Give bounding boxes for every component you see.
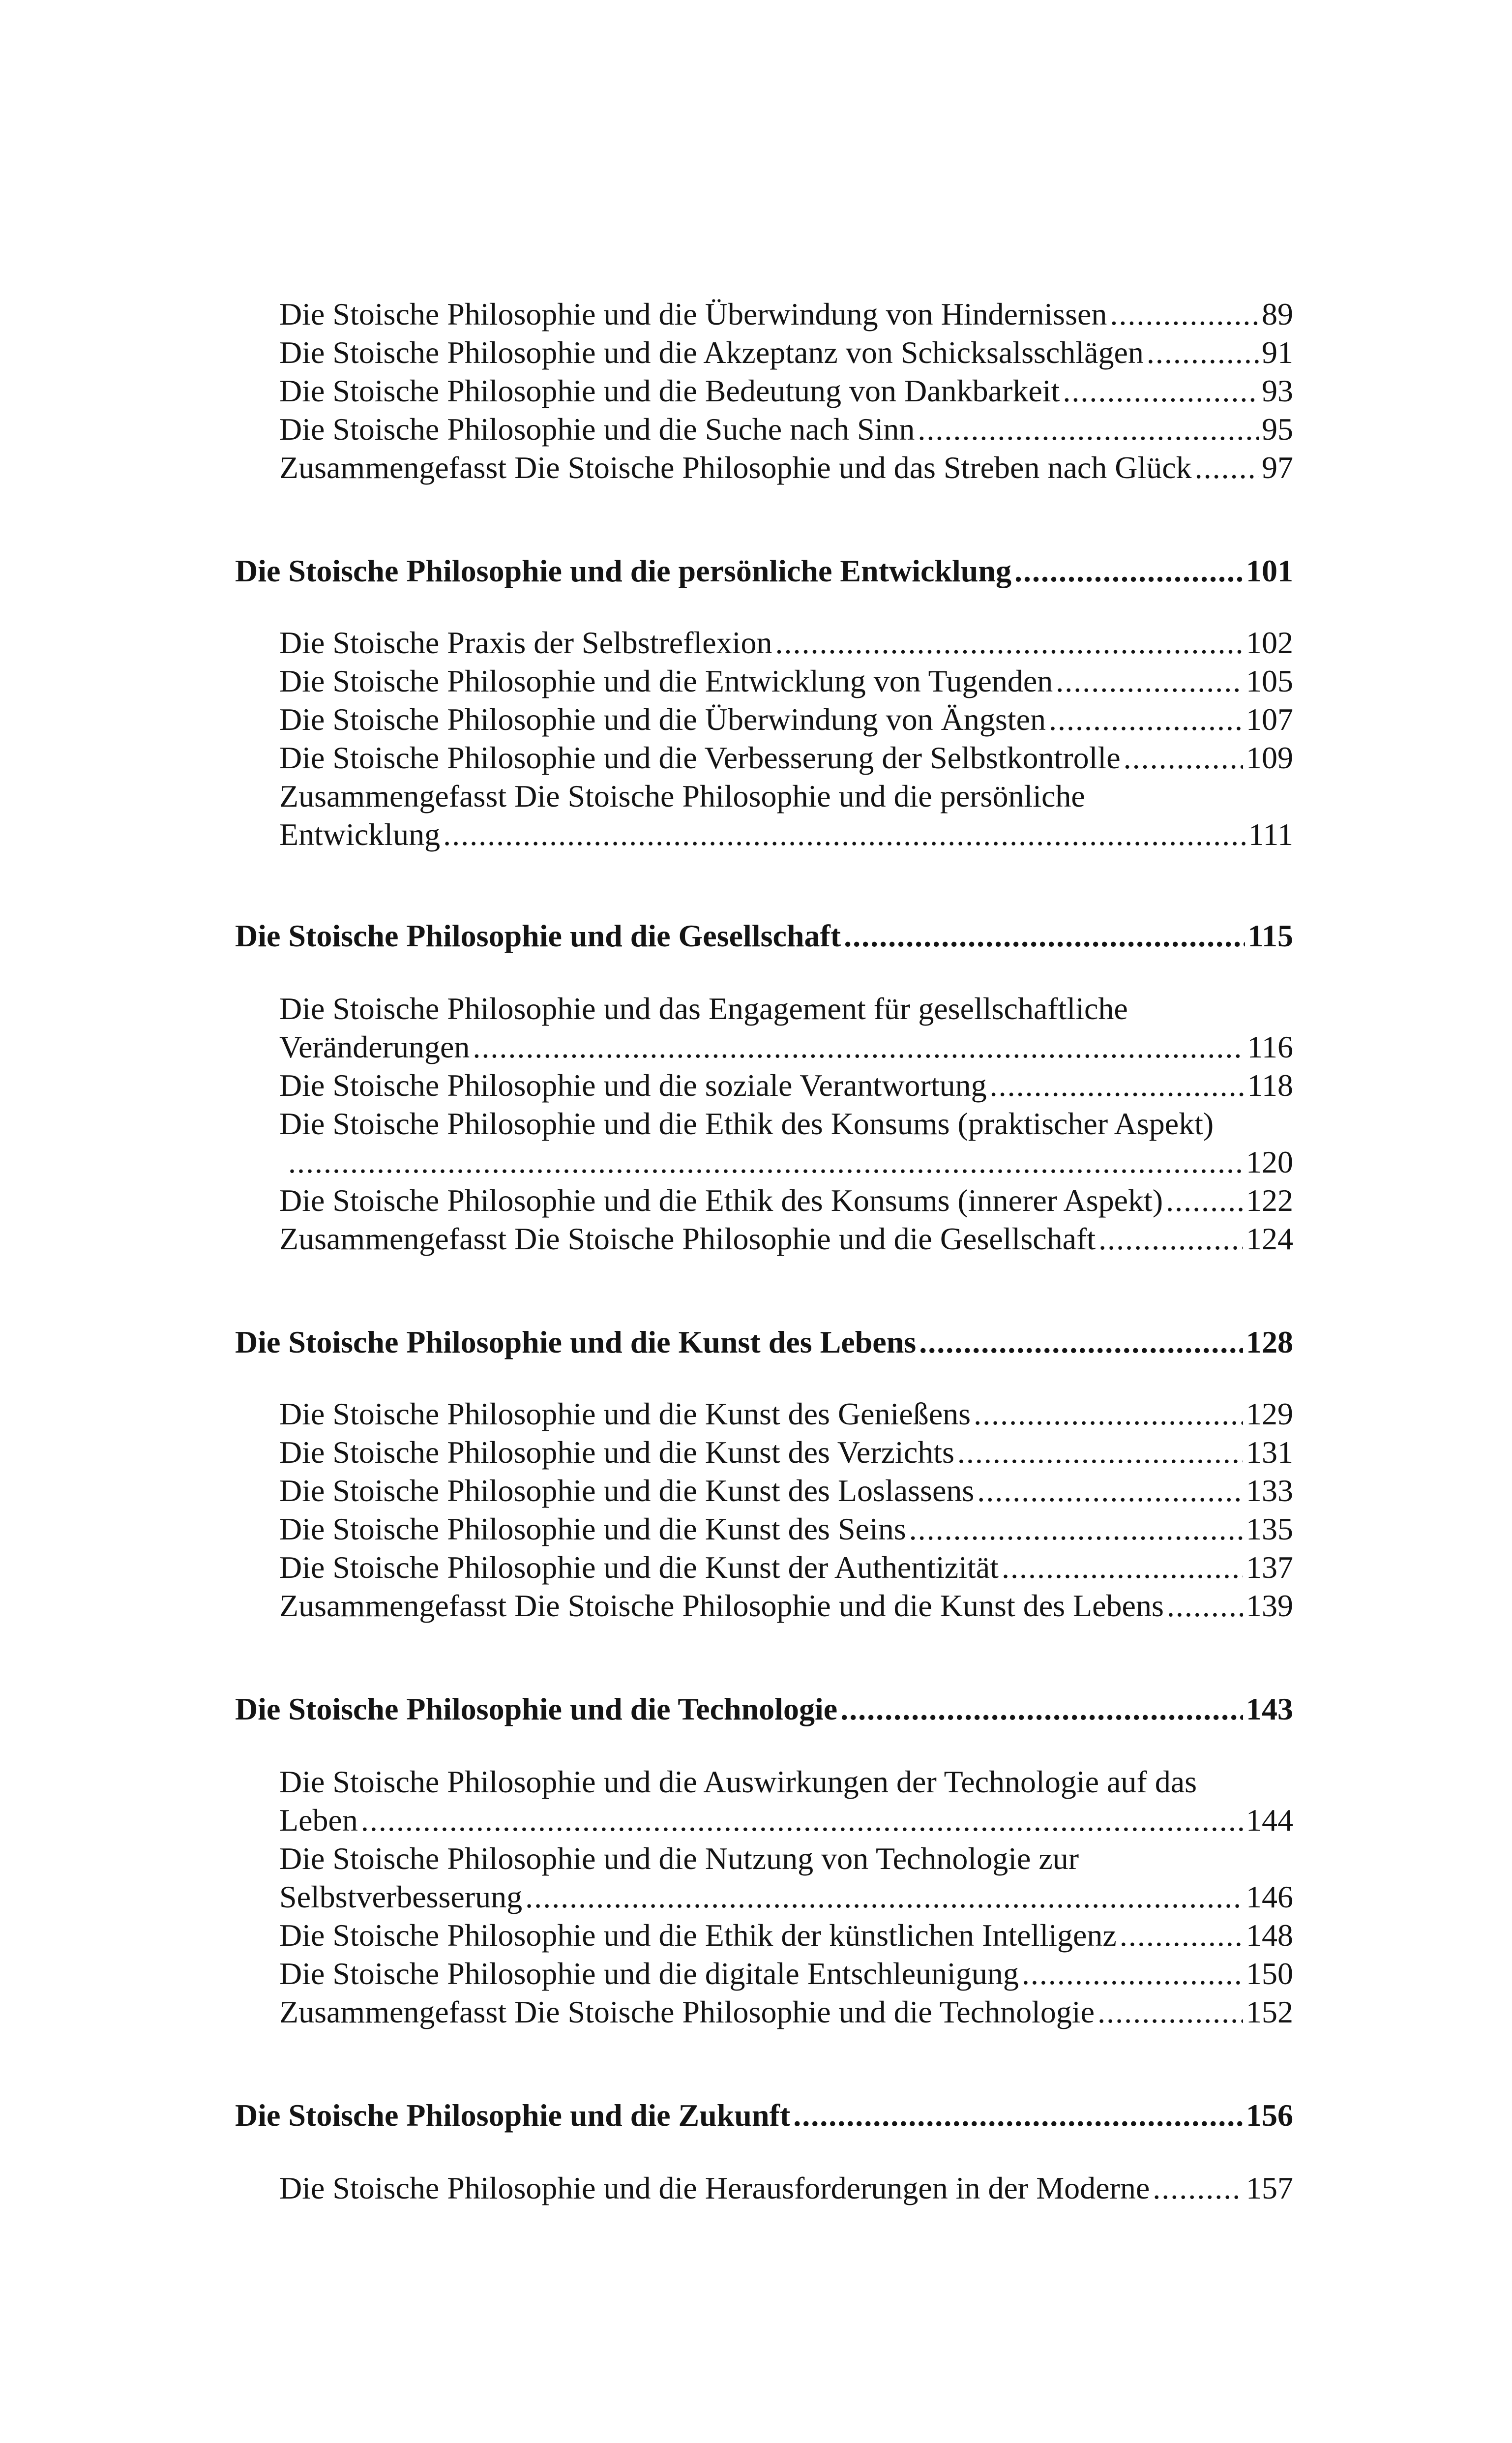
- toc-entry-line2: [279, 1143, 1293, 1181]
- dot-leader: [1147, 333, 1259, 372]
- toc-entry-wrapped: [279, 777, 1293, 854]
- toc-chapter-title: Die Stoische Philosophie und die persönliche Entwicklung: [235, 553, 1011, 588]
- toc-entry-wrapped: [279, 1763, 1293, 1840]
- toc-entry-title: Die Stoische Philosophie und die digitale Entschleunigung: [279, 1956, 1019, 1991]
- dot-leader: [957, 1433, 1243, 1472]
- dot-leader: [974, 1395, 1243, 1433]
- toc-entry-wrapped: [279, 990, 1293, 1066]
- toc-entry: [279, 1548, 1293, 1587]
- dot-leader: [909, 1510, 1243, 1548]
- toc-entry-title: Die Stoische Philosophie und die Kunst des Verzichts: [279, 1435, 954, 1470]
- dot-leader: [919, 1323, 1243, 1361]
- dot-leader: [1022, 1955, 1243, 1993]
- toc-entry-title: Die Stoische Philosophie und die Kunst des Genießens: [279, 1396, 971, 1431]
- toc-entry: [279, 739, 1293, 777]
- toc-chapter-page: 143: [1246, 1691, 1293, 1726]
- toc-entry-page: 150: [1246, 1956, 1293, 1991]
- toc-entry-page: 144: [1246, 1803, 1293, 1838]
- toc-chapter-title: Die Stoische Philosophie und die Technologie: [235, 1691, 838, 1726]
- dot-leader: [793, 2096, 1243, 2135]
- toc-entry-title-line1: Die Stoische Philosophie und die Nutzung von Technologie zur: [279, 1841, 1079, 1876]
- toc-entry-title: Die Stoische Philosophie und die Herausforderungen in der Moderne: [279, 2171, 1150, 2205]
- toc-entry-title: Die Stoische Philosophie und die Suche nach Sinn: [279, 412, 915, 447]
- toc-entry-page: 93: [1262, 373, 1293, 408]
- toc-entry-title: Die Stoische Philosophie und die Akzeptanz von Schicksalsschlägen: [279, 335, 1144, 370]
- toc-entry-title-line1: Die Stoische Philosophie und das Engagement für gesellschaftliche: [279, 991, 1128, 1026]
- toc-entry-title: Die Stoische Philosophie und die Überwindung von Ängsten: [279, 702, 1046, 737]
- toc-chapter-title: Die Stoische Philosophie und die Gesellschaft: [235, 918, 841, 953]
- toc-entry-page: 148: [1246, 1918, 1293, 1953]
- toc-entry-wrapped: [279, 1840, 1293, 1916]
- dot-leader: [361, 1801, 1243, 1840]
- toc-chapter-title: Die Stoische Philosophie und die Kunst des Lebens: [235, 1325, 917, 1359]
- dot-leader: [990, 1066, 1245, 1105]
- toc-entry-title: Zusammengefasst Die Stoische Philosophie und die Technologie: [279, 1994, 1095, 2029]
- dot-leader: [1002, 1548, 1243, 1587]
- toc-entry-page: 137: [1246, 1550, 1293, 1585]
- toc-entry-title: Zusammengefasst Die Stoische Philosophie und das Streben nach Glück: [279, 450, 1192, 485]
- toc-entry: [279, 1395, 1293, 1433]
- dot-leader: [473, 1028, 1244, 1066]
- toc-entry-title: Die Stoische Philosophie und die Überwindung von Hindernissen: [279, 297, 1107, 332]
- toc-entry-title-line1: Zusammengefasst Die Stoische Philosophie und die persönliche: [279, 779, 1085, 814]
- toc-entry-title-line1: Die Stoische Philosophie und die Auswirkungen der Technologie auf das: [279, 1764, 1197, 1799]
- toc-entry-line2: [279, 1028, 1293, 1066]
- toc-entry: [279, 1181, 1293, 1220]
- toc-entry-title: Zusammengefasst Die Stoische Philosophie und die Kunst des Lebens: [279, 1588, 1164, 1623]
- toc-entry: [279, 1220, 1293, 1258]
- toc-entry-title: Die Stoische Philosophie und die Kunst des Loslassens: [279, 1473, 975, 1508]
- toc-entry-title-line2: Leben: [279, 1803, 358, 1838]
- toc-entry-page: 89: [1262, 297, 1293, 332]
- dot-leader: [443, 815, 1245, 854]
- toc-entry: [279, 295, 1293, 333]
- toc-entry-page: 97: [1262, 450, 1293, 485]
- dot-leader: [1063, 372, 1259, 410]
- dot-leader: [1097, 1993, 1243, 2031]
- dot-leader: [1153, 2169, 1243, 2207]
- dot-leader: [1110, 295, 1259, 333]
- toc-chapter-page: 101: [1246, 553, 1293, 588]
- toc-chapter-page: 128: [1246, 1325, 1293, 1359]
- toc-entry-title: Zusammengefasst Die Stoische Philosophie und die Gesellschaft: [279, 1221, 1096, 1256]
- toc-entry-title: Die Stoische Philosophie und die Bedeutung von Dankbarkeit: [279, 373, 1060, 408]
- dot-leader: [1195, 449, 1259, 487]
- toc-entry: [279, 1472, 1293, 1510]
- toc-entry-page: 95: [1262, 412, 1293, 447]
- dot-leader: [1098, 1220, 1243, 1258]
- dot-leader: [977, 1472, 1243, 1510]
- toc-entry-page: 124: [1246, 1221, 1293, 1256]
- toc-entry: [279, 1066, 1293, 1105]
- toc-chapter: [235, 2096, 1293, 2135]
- dot-leader: [1166, 1181, 1243, 1220]
- dot-leader: [1124, 739, 1243, 777]
- toc-entry-page: 133: [1246, 1473, 1293, 1508]
- dot-leader: [1120, 1916, 1243, 1955]
- toc-entry-page: 129: [1246, 1396, 1293, 1431]
- toc-entry-page: 105: [1246, 664, 1293, 698]
- dot-leader: [1049, 700, 1243, 739]
- toc-entry-page: 135: [1246, 1511, 1293, 1546]
- toc-entry: [279, 624, 1293, 662]
- toc-entry-page: 120: [1246, 1145, 1293, 1179]
- dot-leader: [525, 1878, 1243, 1916]
- toc-entry-title-line2: Veränderungen: [279, 1029, 470, 1064]
- toc-entry: [279, 700, 1293, 739]
- toc-entry-line2: [279, 815, 1293, 854]
- toc-chapter-page: 156: [1246, 2098, 1293, 2133]
- toc-chapter: [235, 552, 1293, 590]
- dot-leader: [1167, 1587, 1243, 1625]
- toc-entry: [279, 372, 1293, 410]
- toc-entry-title: Die Stoische Philosophie und die Ethik des Konsums (innerer Aspekt): [279, 1183, 1163, 1218]
- dot-leader: [840, 1690, 1243, 1728]
- toc-entry-page: 107: [1246, 702, 1293, 737]
- toc-entry-page: 111: [1248, 817, 1293, 852]
- toc-entry: [279, 2169, 1293, 2207]
- toc-entry: [279, 1993, 1293, 2031]
- toc-entry-title: Die Stoische Philosophie und die Entwicklung von Tugenden: [279, 664, 1053, 698]
- toc-entry-page: 131: [1246, 1435, 1293, 1470]
- dot-leader: [1014, 552, 1243, 590]
- toc-entry: [279, 1955, 1293, 1993]
- toc-entry: [279, 410, 1293, 449]
- dot-leader: [775, 624, 1243, 662]
- toc-entry-wrapped: [279, 1105, 1293, 1181]
- toc-chapter-title: Die Stoische Philosophie und die Zukunft: [235, 2098, 791, 2133]
- toc-entry: [279, 1433, 1293, 1472]
- toc-entry: [279, 1916, 1293, 1955]
- toc-entry-title: Die Stoische Praxis der Selbstreflexion: [279, 625, 772, 660]
- toc-entry-page: 157: [1246, 2171, 1293, 2205]
- toc-entry: [279, 449, 1293, 487]
- toc-entry: [279, 662, 1293, 700]
- toc-entry: [279, 1587, 1293, 1625]
- toc-entry-title-line2: Entwicklung: [279, 817, 441, 852]
- toc-entry-title: Die Stoische Philosophie und die Kunst des Seins: [279, 1511, 906, 1546]
- toc-chapter-page: 115: [1247, 918, 1293, 953]
- toc-entry: [279, 1510, 1293, 1548]
- toc-entry-page: 91: [1262, 335, 1293, 370]
- toc-chapter: [235, 1690, 1293, 1728]
- toc-entry-title: Die Stoische Philosophie und die Ethik der künstlichen Intelligenz: [279, 1918, 1117, 1953]
- toc-entry-page: 122: [1246, 1183, 1293, 1218]
- dot-leader: [844, 917, 1245, 955]
- toc-entry-title-line2: Selbstverbesserung: [279, 1879, 523, 1914]
- toc-entry: [279, 333, 1293, 372]
- toc-chapter: [235, 917, 1293, 955]
- toc-entry-page: 146: [1246, 1879, 1293, 1914]
- toc-entry-page: 102: [1246, 625, 1293, 660]
- toc-entry-title: Die Stoische Philosophie und die soziale Verantwortung: [279, 1068, 987, 1103]
- toc-chapter: [235, 1323, 1293, 1361]
- toc-entry-page: 139: [1246, 1588, 1293, 1623]
- toc-entry-line2: [279, 1801, 1293, 1840]
- dot-leader: [288, 1143, 1243, 1181]
- dot-leader: [1056, 662, 1243, 700]
- dot-leader: [918, 410, 1259, 449]
- toc-entry-title: Die Stoische Philosophie und die Verbesserung der Selbstkontrolle: [279, 740, 1121, 775]
- toc-entry-page: 116: [1247, 1029, 1293, 1064]
- toc-entry-page: 118: [1247, 1068, 1293, 1103]
- toc-entry-line2: [279, 1878, 1293, 1916]
- toc-entry-page: 109: [1246, 740, 1293, 775]
- toc-entry-page: 152: [1246, 1994, 1293, 2029]
- toc-entry-title: Die Stoische Philosophie und die Kunst der Authentizität: [279, 1550, 999, 1585]
- toc-entry-title-line1: Die Stoische Philosophie und die Ethik des Konsums (praktischer Aspekt): [279, 1106, 1214, 1141]
